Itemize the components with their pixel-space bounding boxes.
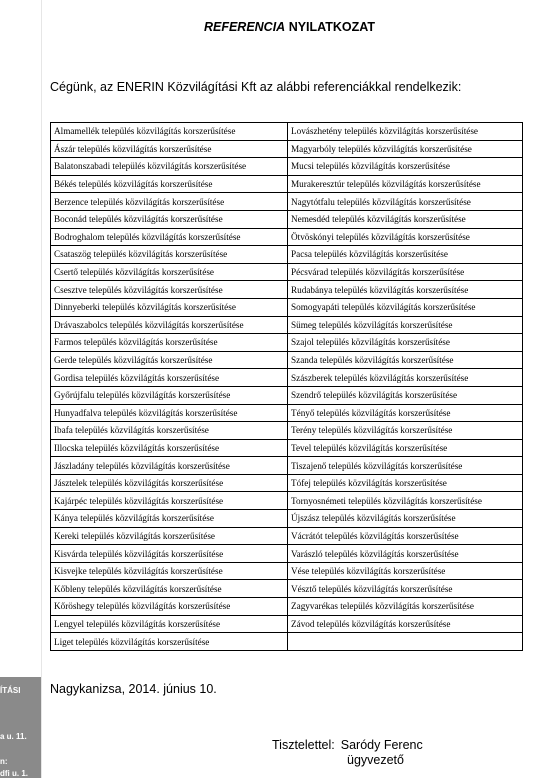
reference-cell: Ibafa település közvilágítás korszerűsítése	[51, 422, 288, 440]
reference-cell: Szendrő település közvilágítás korszerűsítése	[288, 386, 523, 404]
sidebar-line-2: a u. 11.	[0, 732, 27, 741]
table-row	[51, 615, 523, 633]
reference-cell: Győrújfalu település közvilágítás korszerűsítése	[51, 386, 288, 404]
table-row	[51, 439, 523, 457]
table-row	[51, 527, 523, 545]
reference-cell: Dinnyeberki település közvilágítás korszerűsítése	[51, 298, 288, 316]
reference-cell: Csertő település közvilágítás korszerűsítése	[51, 263, 288, 281]
reference-cell: Rudabánya település közvilágítás korszerűsítése	[288, 281, 523, 299]
reference-cell: Balatonszabadi település közvilágítás korszerűsítése	[51, 158, 288, 176]
reference-cell: Jásztelek település közvilágítás korszerűsítése	[51, 474, 288, 492]
signer-name: Saródy Ferenc	[340, 738, 423, 752]
table-row	[51, 158, 523, 176]
reference-cell: Csataszög település közvilágítás korszerűsítése	[51, 246, 288, 264]
reference-cell: Murakeresztúr település közvilágítás korszerűsítése	[288, 175, 523, 193]
title-italic-part: REFERENCIA	[203, 20, 286, 34]
reference-cell: Zagyvarékas település közvilágítás korszerűsítése	[288, 598, 523, 616]
table-row	[51, 369, 523, 387]
sidebar-company-box	[0, 677, 41, 778]
table-row	[51, 580, 523, 598]
table-row	[51, 633, 523, 651]
reference-cell: Nagytótfalu település közvilágítás korszerűsítése	[288, 193, 523, 211]
table-row	[51, 598, 523, 616]
reference-cell: Újszász település közvilágítás korszerűsítése	[288, 510, 523, 528]
reference-cell: Szászberek település közvilágítás korszerűsítése	[288, 369, 523, 387]
reference-cell: Drávaszabolcs település közvilágítás korszerűsítése	[51, 316, 288, 334]
reference-cell: Somogyapáti település közvilágítás korszerűsítése	[288, 298, 523, 316]
table-row	[51, 386, 523, 404]
reference-cell: Bodroghalom település közvilágítás korszerűsítése	[51, 228, 288, 246]
reference-cell: Ötvöskónyi település közvilágítás korszerűsítése	[288, 228, 523, 246]
title-rest-part: NYILATKOZAT	[285, 20, 376, 34]
table-row	[51, 492, 523, 510]
table-row	[51, 510, 523, 528]
reference-cell: Jászladány település közvilágítás korszerűsítése	[51, 457, 288, 475]
reference-cell: Tényő település közvilágítás korszerűsítése	[288, 404, 523, 422]
reference-cell: Varászló település közvilágítás korszerűsítése	[288, 545, 523, 563]
table-row	[51, 457, 523, 475]
reference-cell: Tevel település közvilágítás korszerűsítése	[288, 439, 523, 457]
table-row	[51, 175, 523, 193]
sidebar-line-4: dfi u. 1.	[0, 769, 28, 778]
reference-cell: Illocska település közvilágítás korszerűsítése	[51, 439, 288, 457]
reference-cell: Terény település közvilágítás korszerűsítése	[288, 422, 523, 440]
reference-cell: Tiszajenő település közvilágítás korszerűsítése	[288, 457, 523, 475]
reference-cell: Kereki település közvilágítás korszerűsítése	[51, 527, 288, 545]
reference-cell: Almamellék település közvilágítás korszerűsítése	[51, 123, 288, 141]
reference-cell: Gordisa település közvilágítás korszerűsítése	[51, 369, 288, 387]
reference-cell: Vésztő település közvilágítás korszerűsítése	[288, 580, 523, 598]
table-row	[51, 228, 523, 246]
sidebar-line-3: n:	[0, 757, 8, 766]
sidebar-line-1: ÍTÁSI	[0, 686, 21, 695]
reference-cell: Szajol település közvilágítás korszerűsítése	[288, 334, 523, 352]
reference-cell: Csesztve település közvilágítás korszerűsítése	[51, 281, 288, 299]
reference-cell: Kisvárda település közvilágítás korszerűsítése	[51, 545, 288, 563]
reference-cell: Kőröshegy település közvilágítás korszerűsítése	[51, 598, 288, 616]
table-row	[51, 334, 523, 352]
reference-cell: Magyarbóly település közvilágítás korszerűsítése	[288, 140, 523, 158]
table-row	[51, 298, 523, 316]
reference-cell	[288, 633, 523, 651]
reference-table	[50, 122, 523, 651]
reference-cell: Lengyel település közvilágítás korszerűsítése	[51, 615, 288, 633]
reference-cell: Berzence település közvilágítás korszerűsítése	[51, 193, 288, 211]
reference-cell: Gerde település közvilágítás korszerűsítése	[51, 351, 288, 369]
table-row	[51, 281, 523, 299]
document-title	[40, 20, 539, 34]
table-row	[51, 474, 523, 492]
closing-label: Tisztelettel:	[272, 738, 335, 752]
reference-cell: Kajárpéc település közvilágítás korszerűsítése	[51, 492, 288, 510]
reference-cell: Mucsi település közvilágítás korszerűsítése	[288, 158, 523, 176]
table-row	[51, 404, 523, 422]
place-and-date: Nagykanizsa, 2014. június 10.	[50, 682, 217, 696]
table-row	[51, 351, 523, 369]
table-row	[51, 210, 523, 228]
table-row	[51, 316, 523, 334]
reference-cell: Ászár település közvilágítás korszerűsítése	[51, 140, 288, 158]
reference-cell: Tornyosnémeti település közvilágítás korszerűsítése	[288, 492, 523, 510]
reference-cell: Pacsa település közvilágítás korszerűsítése	[288, 246, 523, 264]
reference-cell: Nemesdéd település közvilágítás korszerűsítése	[288, 210, 523, 228]
reference-cell: Kánya település közvilágítás korszerűsítése	[51, 510, 288, 528]
table-row	[51, 422, 523, 440]
reference-cell: Vácrátót település közvilágítás korszerűsítése	[288, 527, 523, 545]
reference-cell: Kőbleny település közvilágítás korszerűsítése	[51, 580, 288, 598]
reference-cell: Békés település közvilágítás korszerűsítése	[51, 175, 288, 193]
reference-cell: Hunyadfalva település közvilágítás korszerűsítése	[51, 404, 288, 422]
table-row	[51, 123, 523, 141]
reference-cell: Lovászhetény település közvilágítás korszerűsítése	[288, 123, 523, 141]
table-row	[51, 545, 523, 563]
left-margin-strip	[0, 0, 42, 778]
table-row	[51, 193, 523, 211]
table-row	[51, 263, 523, 281]
reference-cell: Sümeg település közvilágítás korszerűsítése	[288, 316, 523, 334]
reference-cell: Liget település közvilágítás korszerűsítése	[51, 633, 288, 651]
intro-sentence: Cégünk, az ENERIN Közvilágítási Kft az alábbi referenciákkal rendelkezik:	[50, 80, 462, 94]
table-row	[51, 562, 523, 580]
table-row	[51, 246, 523, 264]
table-row	[51, 140, 523, 158]
reference-cell: Tófej település közvilágítás korszerűsítése	[288, 474, 523, 492]
reference-cell: Vése település közvilágítás korszerűsítése	[288, 562, 523, 580]
reference-cell: Závod település közvilágítás korszerűsítése	[288, 615, 523, 633]
closing-line	[272, 738, 423, 752]
reference-cell: Farmos település közvilágítás korszerűsítése	[51, 334, 288, 352]
reference-cell: Kisvejke település közvilágítás korszerűsítése	[51, 562, 288, 580]
reference-cell: Szanda település közvilágítás korszerűsítése	[288, 351, 523, 369]
reference-cell: Pécsvárad település közvilágítás korszerűsítése	[288, 263, 523, 281]
reference-cell: Boconád település közvilágítás korszerűsítése	[51, 210, 288, 228]
signer-role: ügyvezető	[347, 753, 404, 767]
